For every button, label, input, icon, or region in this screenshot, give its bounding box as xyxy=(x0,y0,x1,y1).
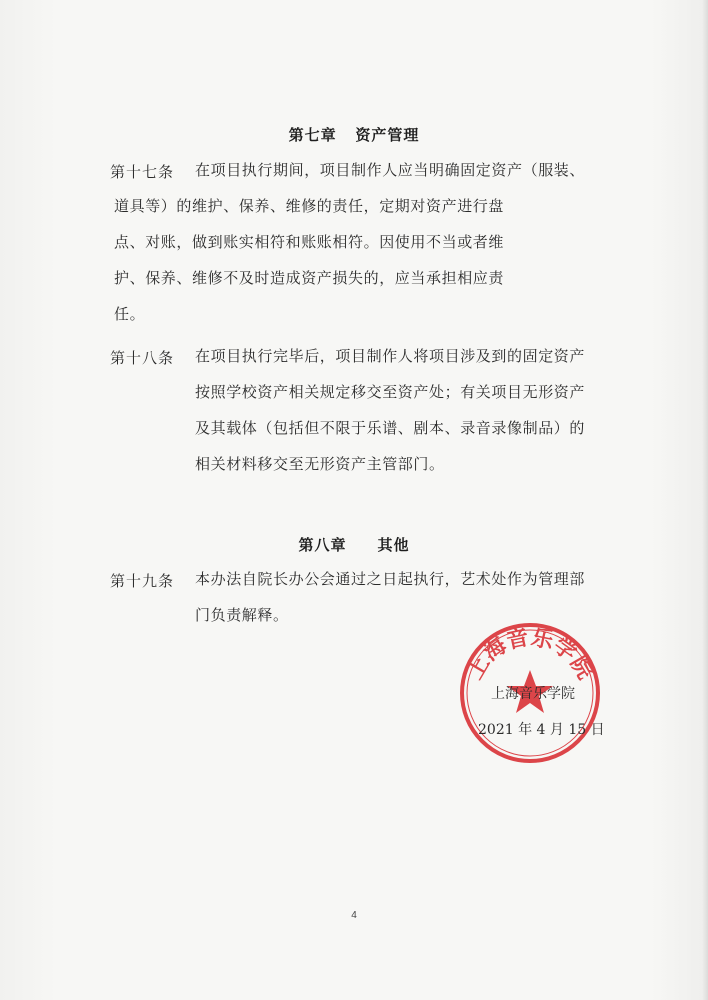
page-number: 4 xyxy=(351,910,357,921)
signature-org: 上海音乐学院 xyxy=(491,686,575,702)
article-18-line: 按照学校资产相关规定移交至资产处；有关项目无形资产 xyxy=(195,383,586,401)
chapter-8-title: 第八章 其他 xyxy=(298,536,410,554)
article-18-line: 相关材料移交至无形资产主管部门。 xyxy=(195,455,445,473)
signature-date: 2021 年 4 月 15 日 xyxy=(478,722,605,738)
chapter-7-title: 第七章 资产管理 xyxy=(288,126,420,144)
article-19-label: 第十九条 xyxy=(110,572,175,590)
article-19-line: 本办法自院长办公会通过之日起执行，艺术处作为管理部 xyxy=(195,570,586,588)
article-18-label: 第十八条 xyxy=(110,349,175,367)
article-17-line: 护、保养、维修不及时造成资产损失的，应当承担相应责 xyxy=(114,269,505,287)
article-17-line: 在项目执行期间，项目制作人应当明确固定资产（服装、 xyxy=(195,161,586,179)
article-18-line: 在项目执行完毕后，项目制作人将项目涉及到的固定资产 xyxy=(195,347,586,365)
article-18-line: 及其载体（包括但不限于乐谱、剧本、录音录像制品）的 xyxy=(195,419,586,437)
article-17-label: 第十七条 xyxy=(110,163,175,181)
seal-text: 上海音乐学院 xyxy=(461,624,599,684)
article-17-line: 道具等）的维护、保养、维修的责任，定期对资产进行盘 xyxy=(114,197,505,215)
article-19-line: 门负责解释。 xyxy=(195,606,289,624)
article-17-line: 任。 xyxy=(114,305,146,323)
page-edge-shadow xyxy=(702,0,708,1000)
article-17-line: 点、对账，做到账实相符和账账相符。因使用不当或者维 xyxy=(114,233,505,251)
article-18-body xyxy=(195,338,607,482)
